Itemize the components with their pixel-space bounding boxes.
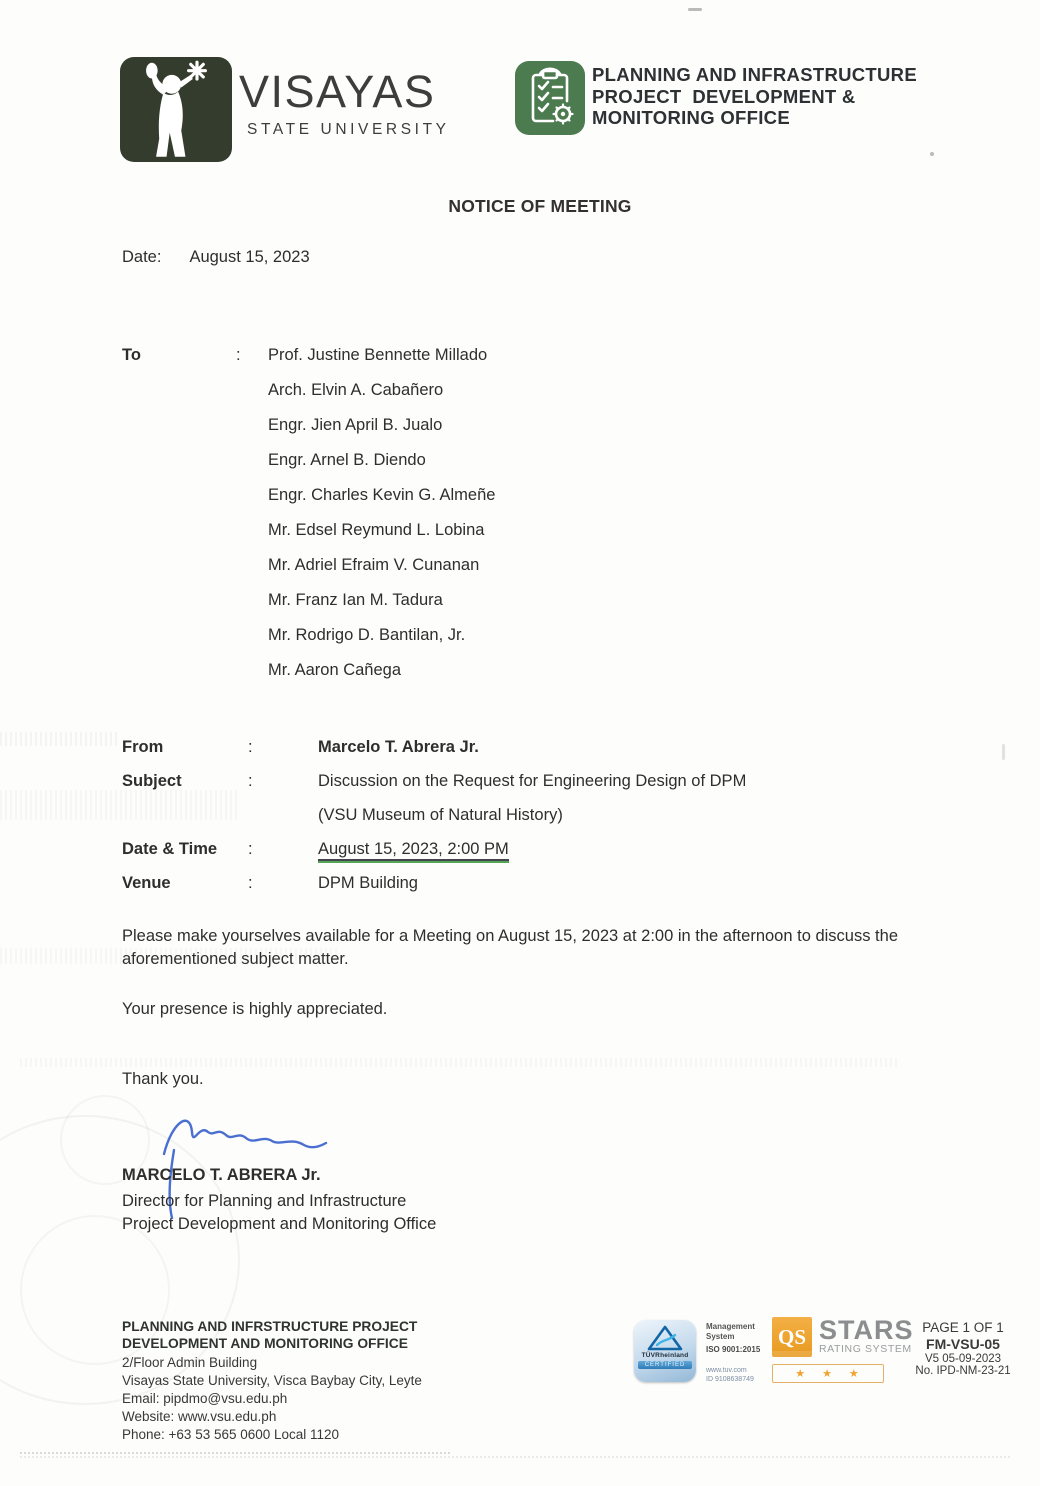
closing-line-2: Thank you. xyxy=(122,1070,204,1088)
footer-phone: Phone: +63 53 565 0600 Local 1120 xyxy=(122,1427,340,1442)
scan-artifact xyxy=(20,1058,900,1067)
to-colon xyxy=(236,618,268,653)
date-value: August 15, 2023 xyxy=(189,248,310,266)
footer-website: Website: www.vsu.edu.ph xyxy=(122,1409,277,1424)
to-label xyxy=(122,548,236,583)
footer-office-name xyxy=(122,1318,417,1352)
tuv-iso-line: ISO 9001:2015 xyxy=(706,1345,761,1354)
field-colon: : xyxy=(248,874,253,892)
recipient-name: Mr. Adriel Efraim V. Cunanan xyxy=(268,556,480,574)
qs-badge-icon: QS xyxy=(772,1317,812,1357)
scan-artifact xyxy=(20,1456,1010,1458)
office-title-line3: MONITORING OFFICE xyxy=(592,107,790,128)
signatory-title-line2: Project Development and Monitoring Office xyxy=(122,1215,437,1233)
to-colon xyxy=(236,653,268,688)
body-paragraph: Please make yourselves available for a Meeting on August 15, 2023 at 2:00 in the afternoon to discuss the aforementioned subject matter. xyxy=(122,927,898,968)
scan-speck xyxy=(688,8,702,11)
closing-line-1: Your presence is highly appreciated. xyxy=(122,1000,388,1018)
footer-address-line1: 2/Floor Admin Building xyxy=(122,1355,258,1370)
to-colon xyxy=(236,583,268,618)
form-version: V5 05-09-2023 xyxy=(924,1353,1002,1365)
footer-contact-block xyxy=(122,1354,422,1444)
field-label: From xyxy=(122,738,164,756)
office-title-line2: PROJECT DEVELOPMENT & xyxy=(592,85,856,107)
office-title-line1: PLANNING AND INFRASTRUCTURE xyxy=(592,64,917,85)
recipient-name: Mr. Aaron Cañega xyxy=(268,661,401,679)
to-label xyxy=(122,408,236,443)
scan-artifact xyxy=(0,732,120,746)
tuv-triangle-icon xyxy=(645,1325,685,1351)
field-label: Subject xyxy=(122,772,182,790)
tuv-id-block xyxy=(706,1366,754,1384)
field-value: DPM Building xyxy=(318,874,418,892)
to-colon xyxy=(236,443,268,478)
field-row xyxy=(122,730,746,764)
tuv-url: www.tuv.com xyxy=(706,1367,747,1374)
recipient-name: Mr. Edsel Reymund L. Lobina xyxy=(268,521,485,539)
scan-speck xyxy=(930,152,934,156)
to-label xyxy=(122,478,236,513)
to-colon xyxy=(236,373,268,408)
field-colon xyxy=(248,798,318,832)
to-colon: : xyxy=(236,346,241,364)
to-label xyxy=(122,653,236,688)
scan-artifact xyxy=(20,1452,450,1454)
recipient-row xyxy=(122,618,495,653)
form-number: No. IPD-NM-23-21 xyxy=(915,1365,1011,1377)
to-label xyxy=(122,513,236,548)
tuv-caption-line1: Management xyxy=(706,1322,755,1331)
field-label: Date & Time xyxy=(122,840,218,858)
qs-rating-word: RATING SYSTEM xyxy=(819,1343,912,1355)
recipient-name: Arch. Elvin A. Cabañero xyxy=(268,381,444,399)
document-title: NOTICE OF MEETING xyxy=(448,196,632,216)
field-colon: : xyxy=(248,772,253,790)
field-value: Marcelo T. Abrera Jr. xyxy=(318,738,479,756)
field-row xyxy=(122,866,746,900)
footer-office-line1: PLANNING AND INFRSTRUCTURE PROJECT xyxy=(122,1319,418,1334)
recipient-row xyxy=(122,408,495,443)
to-colon xyxy=(236,513,268,548)
to-label xyxy=(122,443,236,478)
recipient-name: Engr. Jien April B. Jualo xyxy=(268,416,443,434)
field-value: Discussion on the Request for Engineering Design of DPM xyxy=(318,772,747,790)
field-label: Venue xyxy=(122,874,171,892)
to-colon xyxy=(236,548,268,583)
to-colon xyxy=(236,478,268,513)
field-colon: : xyxy=(248,738,253,756)
date-row xyxy=(122,248,310,267)
recipient-name: Mr. Rodrigo D. Bantilan, Jr. xyxy=(268,626,466,644)
vsu-figure-icon xyxy=(120,57,232,162)
recipient-name: Prof. Justine Bennette Millado xyxy=(268,346,488,364)
recipient-name: Engr. Arnel B. Diendo xyxy=(268,451,426,469)
tuv-certified-ribbon: CERTIFIED xyxy=(638,1361,693,1369)
to-label xyxy=(122,618,236,653)
tuv-id: ID 9108638749 xyxy=(706,1376,754,1383)
form-control-block xyxy=(888,1320,1038,1377)
scan-speck xyxy=(1002,744,1005,760)
university-wordmark: VISAYAS xyxy=(239,66,436,117)
qs-stars-word: STARS xyxy=(819,1315,914,1345)
tuv-rheinland-badge xyxy=(634,1320,696,1382)
meeting-fields xyxy=(122,730,746,900)
university-subtitle: STATE UNIVERSITY xyxy=(247,121,450,138)
field-row xyxy=(122,764,746,798)
signatory-title-line1: Director for Planning and Infrastructure xyxy=(122,1192,407,1210)
recipient-list xyxy=(122,338,495,688)
footer-email: Email: pipdmo@vsu.edu.ph xyxy=(122,1391,288,1406)
footer-office-line2: DEVELOPMENT AND MONITORING OFFICE xyxy=(122,1336,408,1351)
tuv-caption xyxy=(706,1322,760,1355)
to-label xyxy=(122,583,236,618)
to-label: To xyxy=(122,346,141,364)
page-number: PAGE 1 OF 1 xyxy=(922,1320,1004,1335)
recipient-row xyxy=(122,443,495,478)
recipient-row xyxy=(122,653,495,688)
recipient-name: Mr. Franz Ian M. Tadura xyxy=(268,591,443,609)
field-colon: : xyxy=(248,840,253,858)
field-value: August 15, 2023, 2:00 PM xyxy=(318,832,746,866)
signatory-title xyxy=(122,1190,436,1236)
office-logo xyxy=(515,61,585,135)
recipient-row xyxy=(122,373,495,408)
form-code: FM-VSU-05 xyxy=(926,1336,1000,1352)
clipboard-checklist-icon xyxy=(515,61,585,135)
field-label xyxy=(122,798,248,832)
tuv-brand-text: TÜVRheinland xyxy=(641,1352,689,1359)
office-title xyxy=(592,64,917,129)
tuv-caption-line2: System xyxy=(706,1332,735,1341)
to-label xyxy=(122,373,236,408)
recipient-row xyxy=(122,478,495,513)
to-colon xyxy=(236,408,268,443)
signatory-name: MARCELO T. ABRERA Jr. xyxy=(122,1166,321,1184)
footer-address-line2: Visayas State University, Visca Baybay City, Leyte xyxy=(122,1373,422,1388)
recipient-row xyxy=(122,338,495,373)
recipient-row xyxy=(122,513,495,548)
field-row xyxy=(122,832,746,866)
date-label: Date: xyxy=(122,248,162,266)
recipient-name: Engr. Charles Kevin G. Almeñe xyxy=(268,486,496,504)
recipient-row xyxy=(122,548,495,583)
vsu-logo xyxy=(120,57,232,162)
field-value: (VSU Museum of Natural History) xyxy=(318,806,563,824)
field-row xyxy=(122,798,746,832)
qs-star-rating: ★ ★ ★ xyxy=(772,1364,884,1383)
recipient-row xyxy=(122,583,495,618)
